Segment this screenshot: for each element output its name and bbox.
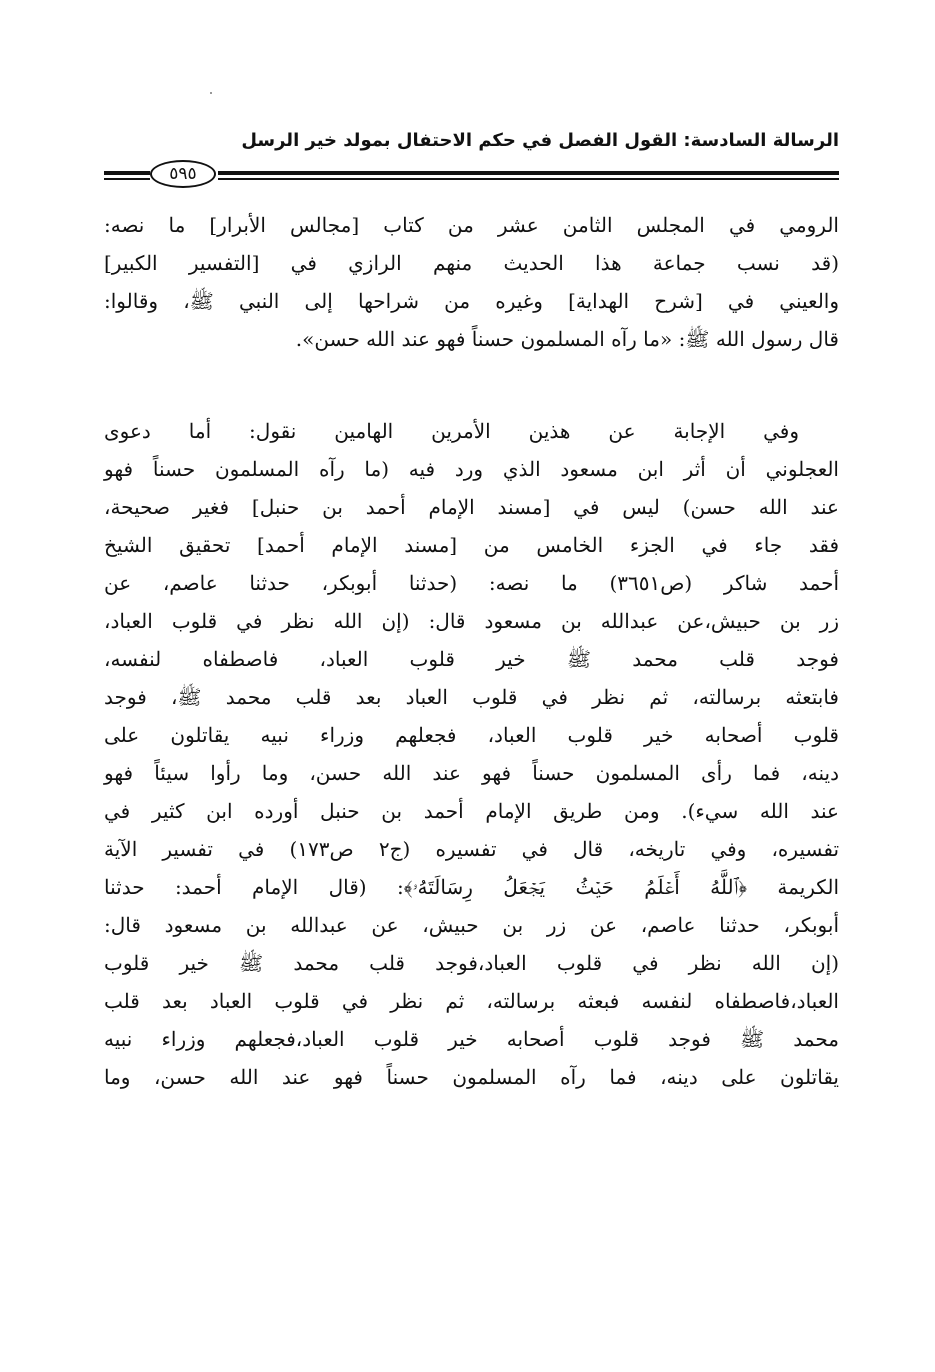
text-line: أحمد شاكر (ص٣٦٥١) ما نصه: (حدثنا أبوبكر، حدثنا عاصم، عن — [104, 571, 839, 595]
text-line: (قد نسب جماعة هذا الحديث منهم الرازي في [التفسير الكبير] — [104, 251, 839, 275]
text-line: أبوبكر، حدثنا عاصم، عن زر بن حبيش، عن عبدالله بن مسعود قال: — [104, 913, 839, 937]
paragraph-1 — [104, 206, 839, 358]
text-line: وفي الإجابة عن هذين الأمرين الهامين نقول: أما دعوى — [104, 419, 799, 443]
text-line: فقد جاء في الجزء الخامس من [مسند الإمام أحمد] تحقيق الشيخ — [104, 533, 839, 557]
header-rule-left — [104, 171, 150, 180]
scan-speck — [210, 92, 212, 94]
quran-verse-line: الكريمة ﴿ٱللَّهُ أَعۡلَمُ حَيۡثُ يَجۡعَلُ رِسَالَتَهُۥ﴾: (قال الإمام أحمد: حدثنا — [104, 875, 839, 899]
text-line: العباد،فاصطفاه لنفسه فبعثه برسالته، ثم نظر في قلوب العباد بعد قلب — [104, 989, 839, 1013]
header-rule-right — [218, 171, 839, 180]
text-line: محمد ﷺ فوجد قلوب أصحابه خير قلوب العباد،فجعلهم وزراء نبيه — [104, 1027, 839, 1051]
text-line: الرومي في المجلس الثامن عشر من كتاب [مجالس الأبرار] ما نصه: — [104, 213, 839, 237]
text-line: دينه، فما رأى المسلمون حسناً فهو عند الله حسن، وما رأوا سيئاً فهو — [104, 761, 839, 785]
text-line: فابتعثه برسالته، ثم نظر في قلوب العباد بعد قلب محمد ﷺ، فوجد — [104, 685, 839, 709]
paragraph-2 — [104, 412, 839, 1096]
text-line: عند الله سيء). ومن طريق الإمام أحمد بن حنبل أورده ابن كثير في — [104, 799, 839, 823]
text-line: والعيني في [شرح الهداية] وغيره من شراحها إلى النبي ﷺ، وقالوا: — [104, 289, 839, 313]
page-number: ٥٩٥ — [150, 160, 216, 188]
text-line: العجلوني أن أثر ابن مسعود الذي ورد فيه (ما رآه المسلمون حسناً فهو — [104, 457, 839, 481]
text-line: يقاتلون على دينه، فما رآه المسلمون حسناً فهو عند الله حسن، وما — [104, 1065, 839, 1089]
text-line: (إن الله نظر في قلوب العباد،فوجد قلب محمد ﷺ خير قلوب — [104, 951, 839, 975]
text-line: فوجد قلب محمد ﷺ خير قلوب العباد، فاصطفاه لنفسه، — [104, 647, 839, 671]
text-line: قلوب أصحابه خير قلوب العباد، فجعلهم وزراء نبيه يقاتلون على — [104, 723, 839, 747]
text-line: قال رسول الله ﷺ: «ما رآه المسلمون حسناً فهو عند الله حسن». — [295, 327, 839, 351]
text-line: عند الله حسن) ليس في [مسند الإمام أحمد بن حنبل] فغير صحيحة، — [104, 495, 839, 519]
text-line: تفسيره، وفي تاريخه، قال في تفسيره (ج٢ ص١٧٣) في تفسير الآية — [104, 837, 840, 861]
running-header-title: الرسالة السادسة: القول الفصل في حكم الاحتفال بمولد خير الرسل — [241, 130, 839, 151]
text-line: زر بن حبيش،عن عبدالله بن مسعود قال: (إن الله نظر في قلوب العباد، — [104, 609, 839, 633]
